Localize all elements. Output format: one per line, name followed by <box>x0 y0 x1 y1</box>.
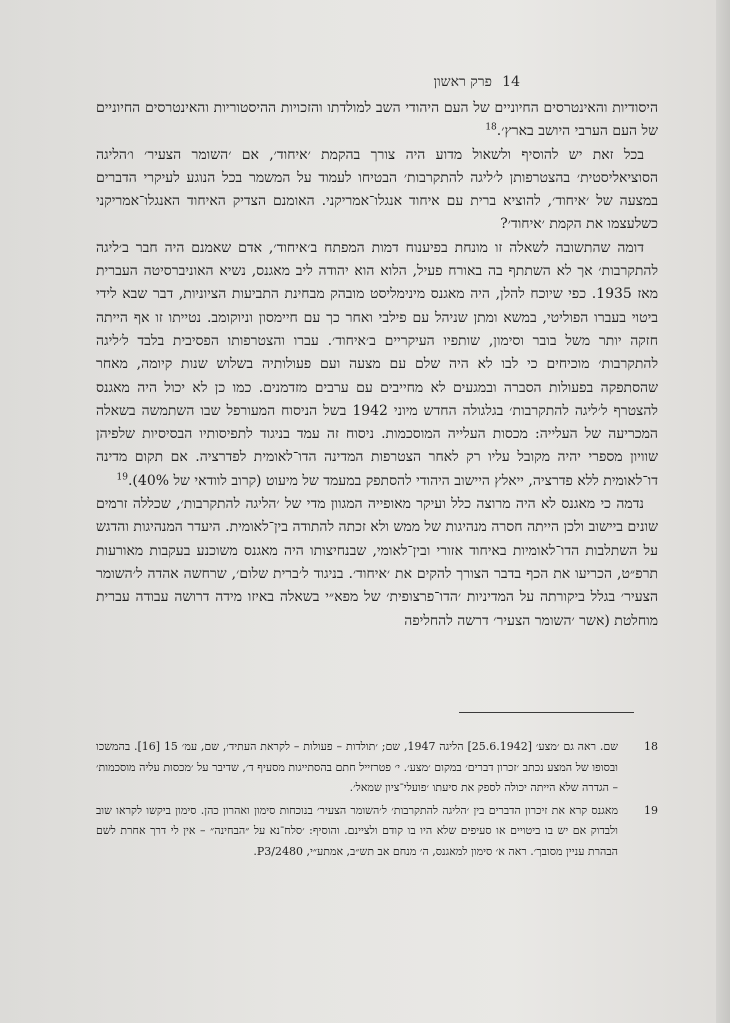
footnote-ref-18: 18 <box>485 122 497 133</box>
footnote-separator <box>459 712 634 713</box>
footnote-text: מאגנס קרא את זיכרון הדברים בין ׳הליגה להתקרבות׳ ל׳השומר הצעיר׳ בנוכחות סימון ואהרון כהן. סימון ביקשו לקראו שוב ולבדוק אם יש בו ביטויים או סעיפים שלא היו בו קודם ולציינם. והוסיף: ׳סלח־נא על ״הבחינה״ – אין לי דרך אחרת לשם הבהרת עניין מסובך׳. ראה א׳ סימון למאגנס, ה׳ מנחם אב תש״ב, אמתע״י, P3/2480. <box>96 803 618 858</box>
body-text <box>96 97 658 633</box>
footnotes <box>96 737 658 864</box>
paragraph-1: היסודיות והאינטרסים החיוניים של העם היהודי השב למולדתו והזכויות ההיסטוריות והאינטרסים החיוניים של העם הערבי היושב בארץ׳.$^{18}$ <box>96 100 659 140</box>
paragraph-3: דומה שהתשובה לשאלה זו מונחת בפיענוח דמות המפתח ב׳איחוד׳, אדם שאמנם היה חבר ב׳ליגה להתקרבות׳ אך לא השתתף בה באורח פעיל, הלוא הוא יהודה ליב מאגנס, נשיא האוניברסיטה העברית מאז 1935. כפי שיוכח להלן, היה מאגנס מינימליסט מובהק מבחינת התביעות הציוניות, דבר שבא לידי ביטוי בעברו הפוליטי, במשא ומתן שניהל עם פילבי ואחר כך עם חיימסון וניוקומב. נטייתו זו אף הייתה חזקה יותר משל בובר וסימון, שותפיו העיקריים ב׳איחוד׳. עברו והצטרפותו הפסיבית בלבד ל׳ליגה להתקרבות׳ מוכיחים כי לבו לא היה שלם עם מצעה ועם פעולותיה בשלוש שנות קיומה, מאחר שהסתפקה בפעולות הסברה ובמגעים לא מחייבים עם ערבים מזדמנים. כמו כן לא יכול היה מאגנס להצטרף ל׳ליגה להתקרבות׳ בגלגולה החדש מיוני 1942 בשל הניסוח המעורפל שבו השתמשה בשאלה המכריעה של העלייה: מכסות העלייה המוסכמות. ניסוח זה עמד בניגוד לתפיסותיו הבסיסיות שלפיהן שוויון מספרי יהיה מקובל עליו רק לאחר הצטרפות המדינה הדו־לאומית לפדרציה. אם תקום מדינה דו־לאומית ללא פדרציה, ייאלץ היישוב היהודי להסתפק במעמד של מיעוט (קרוב לוודאי של 40%).$^{19}$ <box>96 239 659 489</box>
footnote-number: 18 <box>644 740 658 753</box>
footnote-ref-19: 19 <box>116 472 128 483</box>
page-edge-shadow <box>716 0 730 1023</box>
chapter-title: פרק ראשון <box>433 74 492 90</box>
footnote-18 <box>96 737 658 799</box>
paragraph-4: נדמה כי מאגנס לא היה מרוצה כלל ועיקר מאופייה המגוון מדי של ׳הליגה להתקרבות׳, שכללה זרמים שונים ביישוב ולכן הייתה חסרה מנהיגות של ממש ולא זכתה להתודה בין־לאומית. היעדר המנהיגות והדגש על השתלבות הדו־לאומיות באיחוד אזורי ובין־לאומי, שבנחיצותו היה מאגנס משוכנע בעקבות מאורעות תרפ״ט, הכריעו את הכף בדבר הצורך להקים את ׳איחוד׳. בניגוד ל׳ברית שלום׳, שרחשה אהדה ל׳השומר הצעיר׳ בגלל ביקורתה על המדיניות ׳הדו־פרצופית׳ של מפא״י בשאלה באיזו מידה דרושה עבודה עברית מוחלטת (אשר ׳השומר הצעיר׳ דרשה להחליפה <box>96 496 658 629</box>
paragraph-2: בכל זאת יש להוסיף ולשאול מדוע היה צורך בהקמת ׳איחוד׳, אם ׳השומר הצעיר׳ ו׳הליגה הסוציאליסטית׳ בהצטרפותן ל׳ליגה להתקרבות׳ הבטיחו לעמוד על המשמר בכל הנוגע לעיקרי הדברים במצעה של ׳איחוד׳, להוציא ברית עם איחוד אנגלו־אמריקני. האומנם הצדיק האיחוד האנגלו־אמריקני כשלעצמו את הקמת ׳איחוד׳? <box>96 146 658 233</box>
footnote-text: שם. ראה גם ׳מצע׳ [25.6.1942] הליגה 1947, שם; ׳תולדות – פעולות – לקראת העתיד׳, שם, עמ׳ 15 [16]. בהמשכו ובסופו של המצע נכתב ׳זכרון דברים׳ במקום ׳מצע׳. י׳ פטרזייל חתם בהסתייגות מסעיף ד׳, שדיבר על ׳מכסות עליה מוסכמות׳ – הגדרה שלא הייתה יכולה לספק את סיעתו ׳פועלי־ציון שמאל׳. <box>96 740 619 794</box>
footnote-19 <box>96 801 658 863</box>
page-number: 14 <box>502 74 520 90</box>
footnote-number: 19 <box>644 803 658 817</box>
